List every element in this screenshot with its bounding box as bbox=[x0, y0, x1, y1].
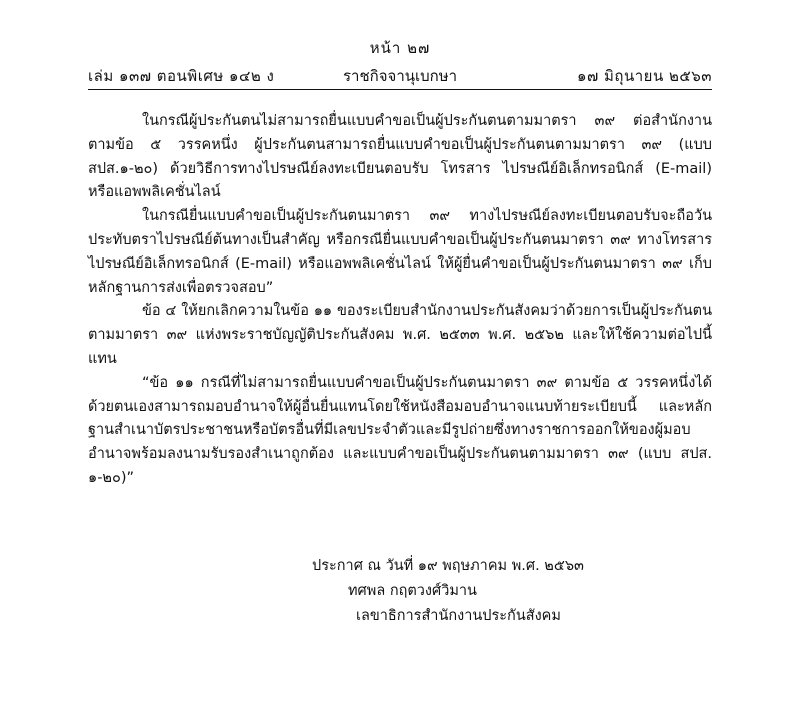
announcement-date: ประกาศ ณ วันที่ ๑๙ พฤษภาคม พ.ศ. ๒๕๖๓ bbox=[312, 558, 584, 574]
publication-date: ๑๗ มิถุนายน ๒๕๖๓ bbox=[576, 67, 712, 85]
paragraph-1: ในกรณีผู้ประกันตนไม่สามารถยื่นแบบคำขอเป็นผู้ประกันตนตามมาตรา ๓๙ ต่อสำนักงานตามข้อ ๕ วรรคหนึ่ง ผู้ประกันตนสามารถยื่นแบบคำขอเป็นผู้ประกันตนตามมาตรา ๓๙ (แบบ สปส.๑-๒๐) ด้วยวิธีการทางไปรษณีย์ลงทะเบียนตอบรับ โทรสาร ไปรษณีย์อิเล็กทรอนิกส์ (E-mail) หรือแอพพลิเคชั่นไลน์ bbox=[88, 113, 712, 201]
publication-name: ราชกิจจานุเบกษา bbox=[343, 67, 458, 85]
signatory-position: เลขาธิการสำนักงานประกันสังคม bbox=[356, 608, 561, 624]
paragraph-3: ข้อ ๔ ให้ยกเลิกความในข้อ ๑๑ ของระเบียบสำนักงานประกันสังคมว่าด้วยการเป็นผู้ประกันตนตามมาตรา ๓๙ แห่งพระราชบัญญัติประกันสังคม พ.ศ. ๒๕๓๓ พ.ศ. ๒๕๖๒ และให้ใช้ความต่อไปนี้แทน bbox=[88, 303, 712, 367]
body-text bbox=[88, 110, 712, 491]
signature-block bbox=[312, 554, 672, 629]
volume-issue: เล่ม ๑๓๗ ตอนพิเศษ ๑๔๒ ง bbox=[88, 67, 275, 85]
gazette-header bbox=[88, 64, 712, 88]
signatory-name: ทศพล กฤตวงศ์วิมาน bbox=[348, 583, 477, 599]
paragraph-2: ในกรณียื่นแบบคำขอเป็นผู้ประกันตนมาตรา ๓๙ ทางไปรษณีย์ลงทะเบียนตอบรับจะถือวันประทับตราไปรษณีย์ต้นทางเป็นสำคัญ หรือกรณียื่นแบบคำขอเป็นผู้ประกันตนมาตรา ๓๙ ทางโทรสาร ไปรษณีย์อิเล็กทรอนิกส์ (E-mail) หรือแอพพลิเคชั่นไลน์ ให้ผู้ยื่นคำขอเป็นผู้ประกันตนมาตรา ๓๙ เก็บหลักฐานการส่งเพื่อตรวจสอบ” bbox=[88, 208, 712, 296]
page-number: หน้า ๒๗ bbox=[369, 39, 431, 57]
paragraph-4: “ข้อ ๑๑ กรณีที่ไม่สามารถยื่นแบบคำขอเป็นผู้ประกันตนมาตรา ๓๙ ตามข้อ ๕ วรรคหนึ่งได้ด้วยตนเองสามารถมอบอำนาจให้ผู้อื่นยื่นแทนโดยใช้หนังสือมอบอำนาจแนบท้ายระเบียบนี้ และหลักฐานสำเนาบัตรประชาชนหรือบัตรอื่นที่มีเลขประจำตัวและมีรูปถ่ายซึ่งทางราชการออกให้ของผู้มอบอำนาจพร้อมลงนามรับรองสำเนาถูกต้อง และแบบคำขอเป็นผู้ประกันตนตามมาตรา ๓๙ (แบบ สปส. ๑-๒๐)” bbox=[88, 374, 712, 486]
header-rule bbox=[88, 89, 712, 90]
